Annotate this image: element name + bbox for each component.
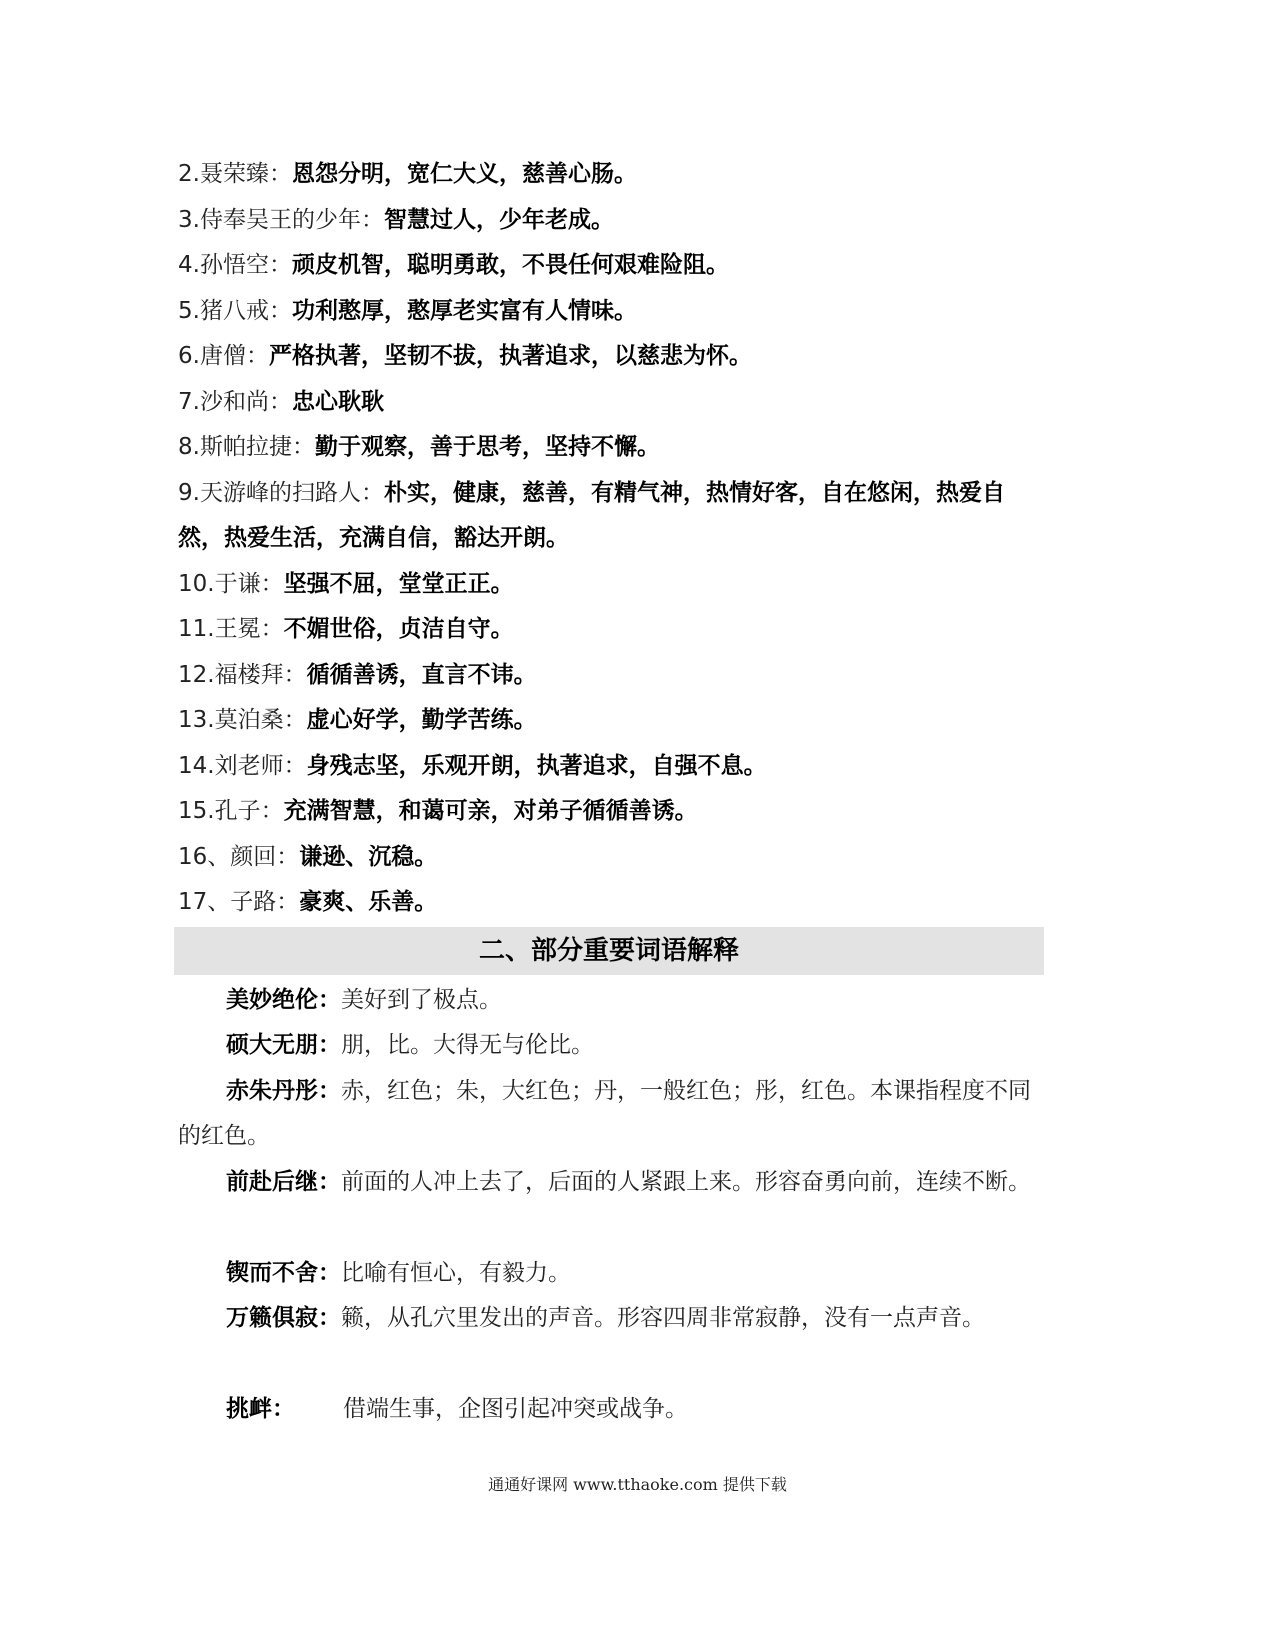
character-traits: 豪爽、乐善。 <box>299 889 438 915</box>
page-footer: 通通好课网 www.tthaoke.com 提供下载 <box>488 1475 787 1494</box>
character-traits: 谦逊、沉稳。 <box>299 843 438 870</box>
list-item <box>178 425 1040 471</box>
list-item <box>178 334 1040 380</box>
character-name: 5.猪八戒： <box>178 297 292 324</box>
term-definition: 美好到了极点。 <box>341 986 502 1013</box>
list-item <box>178 243 1040 289</box>
character-traits: 勤于观察，善于思考，坚持不懈。 <box>314 434 660 460</box>
character-name: 4.孙悟空： <box>178 252 292 278</box>
list-item <box>178 607 1040 653</box>
character-name: 9.天游峰的扫路人： <box>178 479 384 506</box>
list-item <box>178 380 1040 426</box>
document-body <box>178 152 1040 1433</box>
blank-line <box>178 1342 1040 1388</box>
character-traits: 不媚世俗，贞洁自守。 <box>283 616 514 642</box>
term-definition: 赤，红色；朱，大红色；丹，一般红色；彤，红色。本课指程度不同的红色。 <box>178 1077 1031 1149</box>
character-traits: 功利憨厚，憨厚老实富有人情味。 <box>291 297 637 324</box>
term-colon: ： <box>318 1168 341 1195</box>
term-entry <box>178 1296 1040 1342</box>
term-word: 挑衅 <box>226 1396 272 1422</box>
character-traits: 循循善诱，直言不讳。 <box>306 661 537 688</box>
character-name: 7.沙和尚： <box>178 388 292 415</box>
character-name: 12.福楼拜： <box>178 661 307 688</box>
term-definition: 前面的人冲上去了，后面的人紧跟上来。形容奋勇向前，连续不断。 <box>341 1168 1031 1195</box>
character-traits: 恩怨分明，宽仁大义，慈善心肠。 <box>291 161 637 187</box>
list-item <box>178 653 1040 699</box>
term-colon: ： <box>318 1032 341 1058</box>
character-name: 8.斯帕拉捷： <box>178 434 315 460</box>
term-entry <box>178 1069 1040 1160</box>
character-name: 3.侍奉吴王的少年： <box>178 206 384 233</box>
term-word: 前赴后继 <box>226 1168 318 1195</box>
character-name: 2.聂荣臻： <box>178 161 292 187</box>
list-item <box>178 880 1040 926</box>
list-item <box>178 289 1040 335</box>
character-name: 16、颜回： <box>178 843 300 870</box>
character-traits: 朴实，健康，慈善，有精气神，热情好客，自在悠闲，热爱自然，热爱生活，充满自信，豁达开朗。 <box>178 479 1005 551</box>
character-traits: 顽皮机智，聪明勇敢，不畏任何艰难险阻。 <box>291 252 729 278</box>
term-colon: ： <box>272 1396 295 1422</box>
term-entry <box>178 1251 1040 1297</box>
section-heading: 二、部分重要词语解释 <box>174 927 1044 975</box>
term-definition: 比喻有恒心，有毅力。 <box>341 1259 571 1286</box>
blank-line <box>178 1205 1040 1251</box>
character-name: 10.于谦： <box>178 570 284 597</box>
list-item <box>178 562 1040 608</box>
character-traits: 严格执著，坚韧不拔，执著追求，以慈悲为怀。 <box>268 343 752 369</box>
term-colon: ： <box>318 1305 341 1331</box>
list-item <box>178 744 1040 790</box>
character-name: 15.孔子： <box>178 798 284 824</box>
term-definition: 朋，比。大得无与伦比。 <box>341 1032 594 1058</box>
character-traits: 身残志坚，乐观开朗，执著追求，自强不息。 <box>306 752 767 779</box>
term-word: 美妙绝伦 <box>226 986 318 1013</box>
list-item <box>178 152 1040 198</box>
list-item <box>178 198 1040 244</box>
term-colon: ： <box>318 1077 341 1104</box>
character-name: 11.王冕： <box>178 616 284 642</box>
term-definition: 借端生事，企图引起冲突或战争。 <box>343 1396 688 1422</box>
list-item <box>178 789 1040 835</box>
character-traits: 虚心好学，勤学苦练。 <box>306 707 537 733</box>
term-colon: ： <box>318 1259 341 1286</box>
character-traits: 充满智慧，和蔼可亲，对弟子循循善诱。 <box>283 798 698 824</box>
character-traits: 智慧过人，少年老成。 <box>383 206 614 233</box>
list-item <box>178 471 1040 562</box>
character-name: 6.唐僧： <box>178 343 269 369</box>
character-traits: 忠心耿耿 <box>291 388 384 415</box>
term-word: 万籁俱寂 <box>226 1305 318 1331</box>
term-entry <box>178 1387 1040 1433</box>
term-colon: ： <box>318 986 341 1013</box>
character-name: 14.刘老师： <box>178 752 307 779</box>
term-entry <box>178 1023 1040 1069</box>
term-word: 赤朱丹彤 <box>226 1077 318 1104</box>
term-entry <box>178 978 1040 1024</box>
term-word: 锲而不舍 <box>226 1259 318 1286</box>
character-name: 13.莫泊桑： <box>178 707 307 733</box>
character-name: 17、子路： <box>178 889 300 915</box>
term-entry <box>178 1160 1040 1206</box>
character-traits: 坚强不屈，堂堂正正。 <box>283 570 514 597</box>
term-definition: 籁，从孔穴里发出的声音。形容四周非常寂静，没有一点声音。 <box>341 1305 985 1331</box>
term-word: 硕大无朋 <box>226 1032 318 1058</box>
list-item <box>178 698 1040 744</box>
list-item <box>178 835 1040 881</box>
